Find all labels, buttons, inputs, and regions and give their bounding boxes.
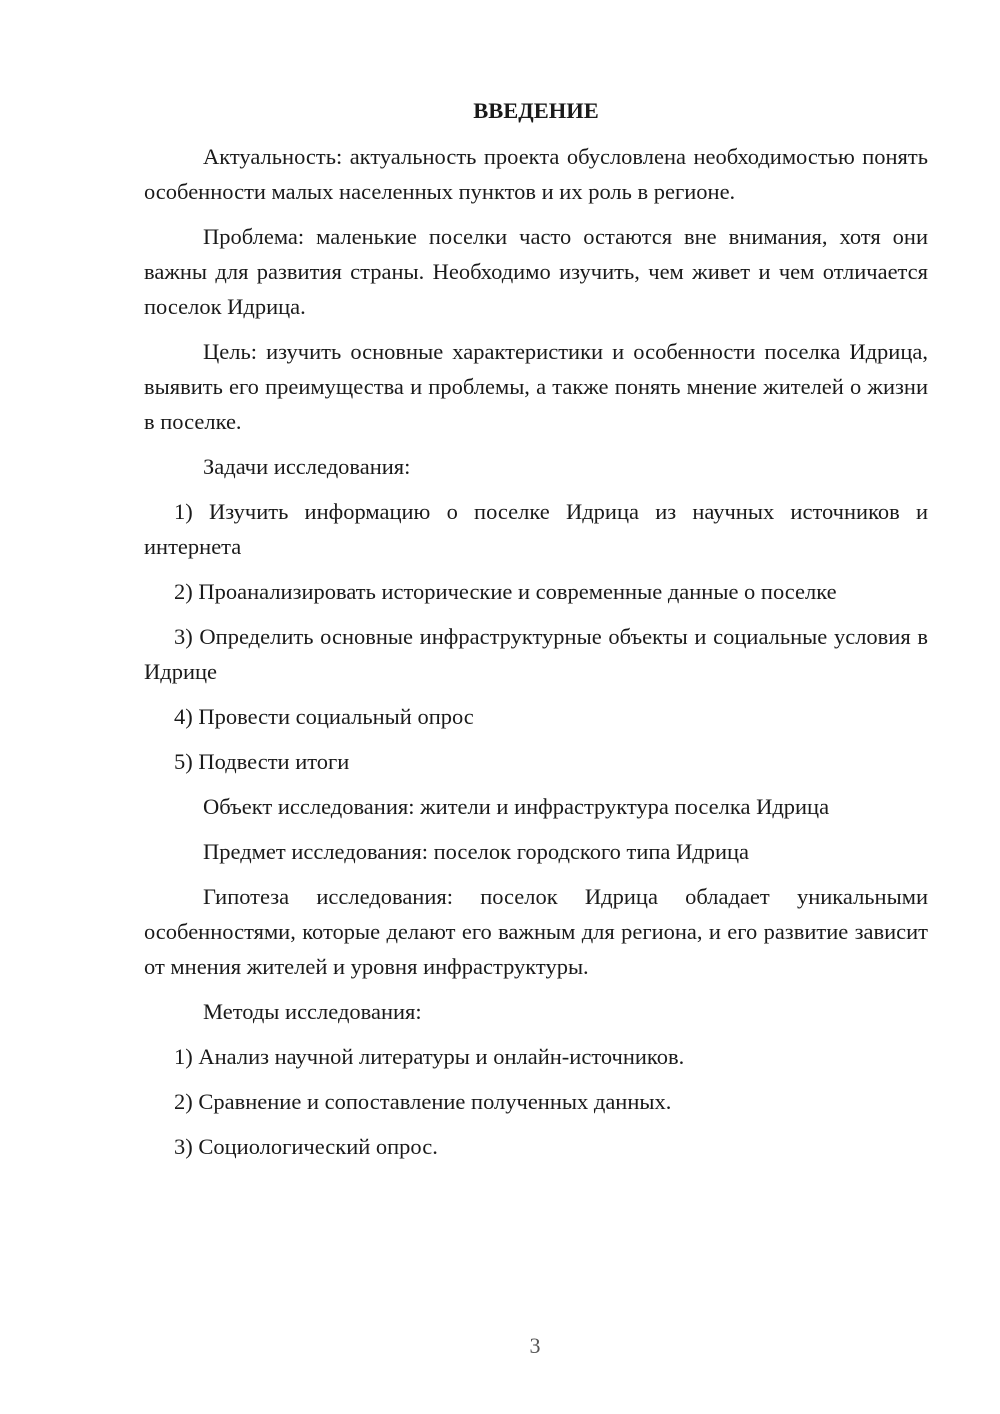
task-item: 1) Изучить информацию о поселке Идрица из научных источников и интернета xyxy=(144,499,928,559)
goal-paragraph: Цель: изучить основные характеристики и особенности поселка Идрица, выявить его преимущества и проблемы, а также понять мнение жителей о жизни в поселке. xyxy=(144,339,928,434)
subject-paragraph: Предмет исследования: поселок городского типа Идрица xyxy=(203,839,750,864)
task-item: 5) Подвести итоги xyxy=(174,749,350,774)
methods-heading: Методы исследования: xyxy=(203,999,422,1024)
problem-paragraph: Проблема: маленькие поселки часто остаются вне внимания, хотя они важны для развития страны. Необходимо изучить, чем живет и чем отличается поселок Идрица. xyxy=(144,224,928,319)
page-number: 3 xyxy=(529,1333,541,1358)
task-item: 3) Определить основные инфраструктурные объекты и социальные условия в Идрице xyxy=(144,624,928,684)
tasks-heading: Задачи исследования: xyxy=(203,454,411,479)
method-item: 3) Социологический опрос. xyxy=(174,1134,438,1159)
task-item: 4) Провести социальный опрос xyxy=(174,704,474,729)
object-paragraph: Объект исследования: жители и инфраструктура поселка Идрица xyxy=(203,794,830,819)
task-item: 2) Проанализировать исторические и современные данные о поселке xyxy=(174,579,837,604)
method-item: 2) Сравнение и сопоставление полученных данных. xyxy=(174,1089,672,1114)
page-content xyxy=(144,95,928,1174)
relevance-paragraph: Актуальность: актуальность проекта обусловлена необходимостью понять особенности малых населенных пунктов и их роль в регионе. xyxy=(144,144,928,204)
method-item: 1) Анализ научной литературы и онлайн-источников. xyxy=(174,1044,685,1069)
hypothesis-paragraph: Гипотеза исследования: поселок Идрица обладает уникальными особенностями, которые делают его важным для региона, и его развитие зависит от мнения жителей и уровня инфраструктуры. xyxy=(144,884,928,979)
section-title: ВВЕДЕНИЕ xyxy=(473,98,599,123)
